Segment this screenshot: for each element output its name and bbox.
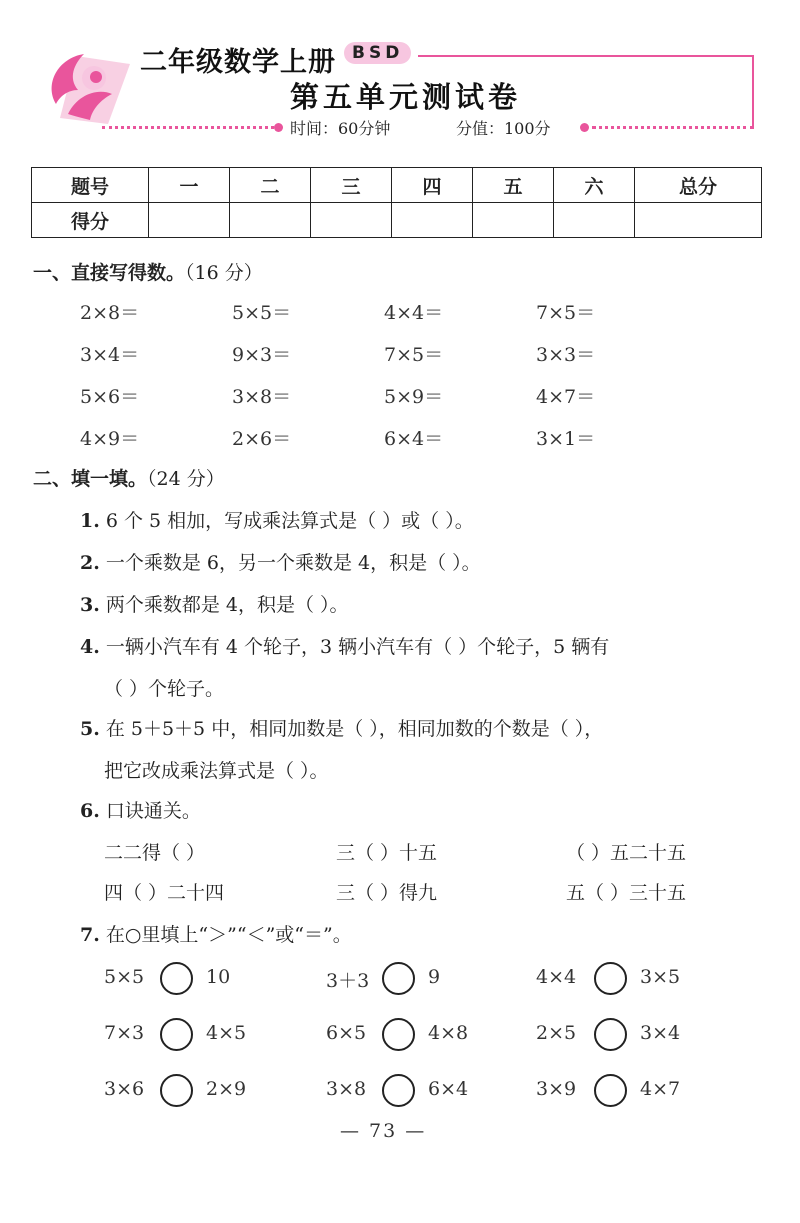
question-text: 一个乘数是 6，另一个乘数是 4，积是（ ）。 xyxy=(105,552,481,574)
compare-left: 5×5 xyxy=(104,966,145,988)
calc-item: 5×5＝ xyxy=(232,302,292,324)
question-text: 在 5＋5＋5 中，相同加数是（ ），相同加数的个数是（ ）， xyxy=(105,718,604,740)
col-header: 一 xyxy=(149,168,230,203)
question-number: 3. xyxy=(80,594,100,616)
compare-right: 2×9 xyxy=(206,1078,247,1100)
compare-left: 7×3 xyxy=(104,1022,145,1044)
dot-left-icon xyxy=(274,123,283,132)
compare-left: 6×5 xyxy=(326,1022,367,1044)
score-info: 分值：100分 xyxy=(456,119,551,138)
compare-left: 3＋3 xyxy=(326,970,370,992)
compare-circle[interactable] xyxy=(594,1074,627,1107)
score-cell[interactable] xyxy=(149,203,230,238)
question-number: 7. xyxy=(80,924,100,946)
score-cell[interactable] xyxy=(473,203,554,238)
compare-right: 3×5 xyxy=(640,966,681,988)
question-4 xyxy=(80,632,609,659)
question-6 xyxy=(80,796,201,823)
calc-item: 5×9＝ xyxy=(384,386,444,408)
compare-left: 3×8 xyxy=(326,1078,367,1100)
col-header: 五 xyxy=(473,168,554,203)
col-header-total: 总分 xyxy=(635,168,762,203)
score-table-score-row xyxy=(32,203,762,238)
rhyme-item: 三（ ）十五 xyxy=(336,842,438,864)
header-rule xyxy=(418,55,754,57)
rhyme-item: 二二得（ ） xyxy=(104,842,206,864)
calc-item: 3×4＝ xyxy=(80,344,140,366)
question-5-continued: 把它改成乘法算式是（ ）。 xyxy=(104,760,329,782)
compare-circle[interactable] xyxy=(160,1018,193,1051)
question-text: 口诀通关。 xyxy=(105,800,201,822)
question-text: 两个乘数都是 4，积是（ ）。 xyxy=(105,594,349,616)
section2-title: 二、填一填。 xyxy=(33,468,148,490)
unit-title: 第五单元测试卷 xyxy=(290,80,522,114)
calc-item: 4×7＝ xyxy=(536,386,596,408)
row-label-score: 得分 xyxy=(32,203,149,238)
page-number: — 73 — xyxy=(340,1120,427,1142)
section1-points: （16 分） xyxy=(185,262,263,284)
calc-item: 2×8＝ xyxy=(80,302,140,324)
question-number: 5. xyxy=(80,718,100,740)
page-header xyxy=(0,0,800,150)
question-5 xyxy=(80,714,603,741)
section1-title: 一、直接写得数。 xyxy=(33,262,186,284)
compare-right: 3×4 xyxy=(640,1022,681,1044)
compare-right: 4×7 xyxy=(640,1078,681,1100)
calc-item: 3×3＝ xyxy=(536,344,596,366)
time-info: 时间：60分钟 xyxy=(290,119,391,138)
question-2 xyxy=(80,548,481,575)
calc-item: 7×5＝ xyxy=(536,302,596,324)
compare-circle[interactable] xyxy=(382,962,415,995)
score-cell-total[interactable] xyxy=(635,203,762,238)
question-text: 一辆小汽车有 4 个轮子，3 辆小汽车有（ ）个轮子，5 辆有 xyxy=(105,636,610,658)
question-7 xyxy=(80,920,352,947)
question-number: 1. xyxy=(80,510,100,532)
calc-item: 3×8＝ xyxy=(232,386,292,408)
score-cell[interactable] xyxy=(311,203,392,238)
question-text: 6 个 5 相加，写成乘法算式是（ ）或（ ）。 xyxy=(105,510,474,532)
question-1 xyxy=(80,506,474,533)
compare-circle[interactable] xyxy=(160,962,193,995)
section1-heading xyxy=(33,258,263,285)
score-cell[interactable] xyxy=(230,203,311,238)
question-number: 2. xyxy=(80,552,100,574)
calc-item: 4×4＝ xyxy=(384,302,444,324)
compare-circle[interactable] xyxy=(382,1074,415,1107)
score-cell[interactable] xyxy=(392,203,473,238)
question-number: 4. xyxy=(80,636,100,658)
dotted-rule-left xyxy=(102,126,274,132)
col-header: 四 xyxy=(392,168,473,203)
score-table xyxy=(31,167,762,238)
rhyme-item: （ ）五二十五 xyxy=(566,842,687,864)
compare-right: 9 xyxy=(428,966,441,988)
compare-circle[interactable] xyxy=(594,962,627,995)
calc-item: 5×6＝ xyxy=(80,386,140,408)
compare-right: 10 xyxy=(206,966,231,988)
compare-right: 4×5 xyxy=(206,1022,247,1044)
rhyme-item: 五（ ）三十五 xyxy=(566,882,687,904)
col-header: 三 xyxy=(311,168,392,203)
question-3 xyxy=(80,590,349,617)
compare-left: 3×9 xyxy=(536,1078,577,1100)
question-4-continued: （ ）个轮子。 xyxy=(104,678,225,700)
compare-left: 4×4 xyxy=(536,966,577,988)
compare-right: 6×4 xyxy=(428,1078,469,1100)
calc-item: 4×9＝ xyxy=(80,428,140,450)
row-label-question: 题号 xyxy=(32,168,149,203)
compare-circle[interactable] xyxy=(382,1018,415,1051)
rhyme-item: 四（ ）二十四 xyxy=(104,882,225,904)
col-header: 六 xyxy=(554,168,635,203)
section2-points: （24 分） xyxy=(147,468,225,490)
question-number: 6. xyxy=(80,800,100,822)
compare-circle[interactable] xyxy=(160,1074,193,1107)
header-rule-vertical xyxy=(752,55,754,127)
compare-right: 4×8 xyxy=(428,1022,469,1044)
calc-item: 6×4＝ xyxy=(384,428,444,450)
rhyme-item: 三（ ）得九 xyxy=(336,882,438,904)
compare-left: 3×6 xyxy=(104,1078,145,1100)
col-header: 二 xyxy=(230,168,311,203)
dot-right-icon xyxy=(580,123,589,132)
edition-badge: BSD xyxy=(344,42,411,64)
question-text: 在○里填上“＞”“＜”或“＝”。 xyxy=(105,924,352,946)
dotted-rule-right xyxy=(592,126,754,132)
score-table-header-row xyxy=(32,168,762,203)
swirl-logo-icon xyxy=(38,44,134,128)
calc-item: 7×5＝ xyxy=(384,344,444,366)
section2-heading xyxy=(33,464,225,491)
compare-left: 2×5 xyxy=(536,1022,577,1044)
score-cell[interactable] xyxy=(554,203,635,238)
calc-item: 3×1＝ xyxy=(536,428,596,450)
compare-circle[interactable] xyxy=(594,1018,627,1051)
calc-item: 9×3＝ xyxy=(232,344,292,366)
calc-item: 2×6＝ xyxy=(232,428,292,450)
series-title: 二年级数学上册 xyxy=(140,47,336,78)
